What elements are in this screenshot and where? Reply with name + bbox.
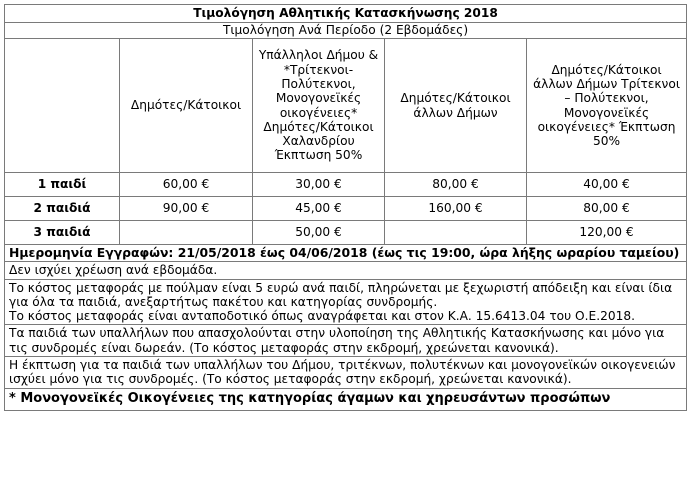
price-cell: 30,00 € (253, 173, 385, 197)
price-cell: 120,00 € (527, 221, 687, 245)
header-residents: Δημότες/Κάτοικοι (120, 39, 253, 173)
price-cell (385, 221, 527, 245)
price-cell: 60,00 € (120, 173, 253, 197)
registration-dates: Ημερομηνία Εγγραφών: 21/05/2018 έως 04/06/2018 (έως τις 19:00, ώρα λήξης ωραρίου ταμείου) (5, 245, 687, 262)
price-cell (120, 221, 253, 245)
transport-note (5, 279, 687, 325)
footnote: * Μονογονεϊκές Οικογένειες της κατηγορίας άγαμων και χηρευσάντων προσώπων (5, 388, 687, 410)
price-cell: 50,00 € (253, 221, 385, 245)
pricing-table (4, 4, 687, 411)
table-subtitle: Τιμολόγηση Ανά Περίοδο (2 Εβδομάδες) (5, 23, 687, 39)
price-cell: 80,00 € (385, 173, 527, 197)
header-employees-discount: Υπάλληλοι Δήμου & *Τρίτεκνοι-Πολύτεκνοι, Μονογονεϊκές οικογένειες* Δημότες/Κάτοικοι Χαλανδρίου Έκπτωση 50% (253, 39, 385, 173)
transport-reciprocity-text: Το κόστος μεταφοράς είναι ανταποδοτικό όπως αναγράφεται και στον Κ.Α. 15.6413.04 του Ο.Ε.2018. (9, 309, 635, 324)
table-row (5, 221, 687, 245)
header-empty (5, 39, 120, 173)
transport-cost-text: Το κόστος μεταφοράς με πούλμαν είναι 5 ευρώ ανά παιδί, πληρώνεται με ξεχωριστή απόδειξη και είναι ίδια για όλα τα παιδιά, ανεξαρτήτως πακέτου και κατηγορίας συνδρομής. (9, 280, 673, 309)
header-other-municipalities-discount: Δημότες/Κάτοικοι άλλων Δήμων Τρίτεκνοι – Πολύτεκνοι, Μονογονεϊκές οικογένειες* Έκπτωση 50% (527, 39, 687, 173)
header-other-municipalities: Δημότες/Κάτοικοι άλλων Δήμων (385, 39, 527, 173)
row-label: 3 παιδιά (5, 221, 120, 245)
table-row (5, 197, 687, 221)
row-label: 1 παιδί (5, 173, 120, 197)
discount-note: Η έκπτωση για τα παιδιά των υπαλλήλων του Δήμου, τριτέκνων, πολυτέκνων και μονογονεϊκών οικογενειών ισχύει μόνο για τις συνδρομές. (Το κόστος μεταφοράς στην εκδρομή, χρεώνεται κανονικά). (5, 357, 687, 389)
price-cell: 160,00 € (385, 197, 527, 221)
price-cell: 90,00 € (120, 197, 253, 221)
table-title: Τιμολόγηση Αθλητικής Κατασκήνωσης 2018 (5, 5, 687, 23)
employees-free-note: Τα παιδιά των υπαλλήλων που απασχολούνται στην υλοποίηση της Αθλητικής Κατασκήνωσης και μόνο για τις συνδρομές είναι δωρεάν. (Το κόστος μεταφοράς στην εκδρομή, χρεώνεται κανονικά). (5, 325, 687, 357)
no-weekly-charge-note: Δεν ισχύει χρέωση ανά εβδομάδα. (5, 262, 687, 279)
table-row (5, 173, 687, 197)
price-cell: 40,00 € (527, 173, 687, 197)
header-row (5, 39, 687, 173)
price-cell: 80,00 € (527, 197, 687, 221)
pricing-document (4, 4, 686, 411)
row-label: 2 παιδιά (5, 197, 120, 221)
price-cell: 45,00 € (253, 197, 385, 221)
